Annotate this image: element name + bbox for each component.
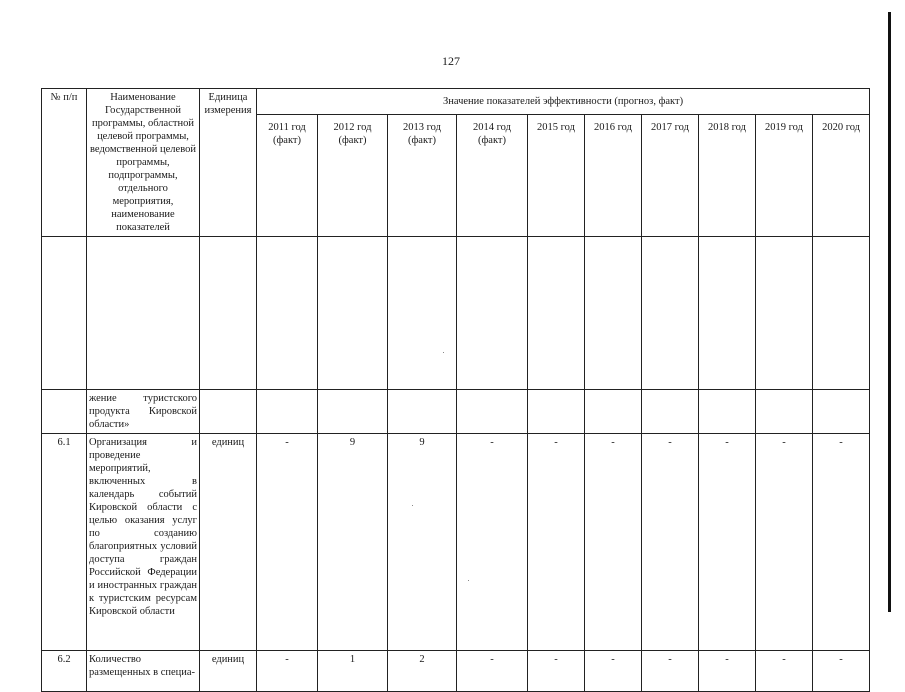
scan-speck (412, 505, 413, 506)
row-value: - (585, 434, 642, 651)
row-value: - (756, 651, 813, 692)
header-year: 2019 год (756, 115, 813, 237)
header-year: 2012 год (факт) (318, 115, 388, 237)
header-values-title: Значение показателей эффективности (прогноз, факт) (257, 89, 870, 115)
row-name: Организация и проведение мероприятий, включенных в календарь событий Кировской области с целью оказания услуг по созданию благоприятных условий доступа граждан Российской Федерации и иностранных граждан к туристским ресурсам Кировской области (87, 434, 200, 651)
row-value: - (642, 651, 699, 692)
row-value: - (257, 651, 318, 692)
row-value (585, 390, 642, 434)
row-value: - (642, 434, 699, 651)
row-value: - (457, 434, 528, 651)
row-unit: единиц (200, 434, 257, 651)
row-value: - (756, 434, 813, 651)
row-value: - (528, 434, 585, 651)
row-value (388, 390, 457, 434)
row-value (642, 390, 699, 434)
header-unit: Единица измерения (200, 89, 257, 237)
row-value: - (813, 434, 870, 651)
header-year: 2015 год (528, 115, 585, 237)
table-row (42, 390, 870, 434)
table-row (42, 651, 870, 692)
row-value: - (813, 651, 870, 692)
table-row (42, 237, 870, 390)
row-value: 1 (318, 651, 388, 692)
row-value: - (699, 651, 756, 692)
header-year: 2018 год (699, 115, 756, 237)
row-value (457, 390, 528, 434)
binding-edge-line (888, 12, 891, 612)
table-row (42, 434, 870, 651)
header-num: № п/п (42, 89, 87, 237)
header-year: 2017 год (642, 115, 699, 237)
row-num: 6.1 (42, 434, 87, 651)
row-value: - (457, 651, 528, 692)
row-value: 2 (388, 651, 457, 692)
row-value: 9 (388, 434, 457, 651)
row-value: - (528, 651, 585, 692)
row-value: - (699, 434, 756, 651)
row-value (699, 390, 756, 434)
row-unit: единиц (200, 651, 257, 692)
row-num: 6.2 (42, 651, 87, 692)
row-value (318, 390, 388, 434)
header-year: 2020 год (813, 115, 870, 237)
header-year: 2014 год (факт) (457, 115, 528, 237)
scan-speck (443, 352, 444, 353)
row-value (528, 390, 585, 434)
row-value: - (585, 651, 642, 692)
scan-speck (468, 580, 469, 581)
row-value (756, 390, 813, 434)
row-unit (200, 390, 257, 434)
row-value (257, 390, 318, 434)
row-value: - (257, 434, 318, 651)
efficiency-indicators-table (41, 88, 870, 692)
header-year: 2016 год (585, 115, 642, 237)
header-year: 2011 год (факт) (257, 115, 318, 237)
row-value (813, 390, 870, 434)
row-value: 9 (318, 434, 388, 651)
row-name: Количество размещенных в специа- (87, 651, 200, 692)
row-num (42, 390, 87, 434)
header-name: Наименование Государственной программы, областной целевой программы, ведомственной целевой программы, подпрограммы, отдельного мероприятия, наименование показателей (87, 89, 200, 237)
row-name: жение туристского продукта Кировской области» (87, 390, 200, 434)
header-year: 2013 год (факт) (388, 115, 457, 237)
page-number: 127 (442, 54, 460, 68)
